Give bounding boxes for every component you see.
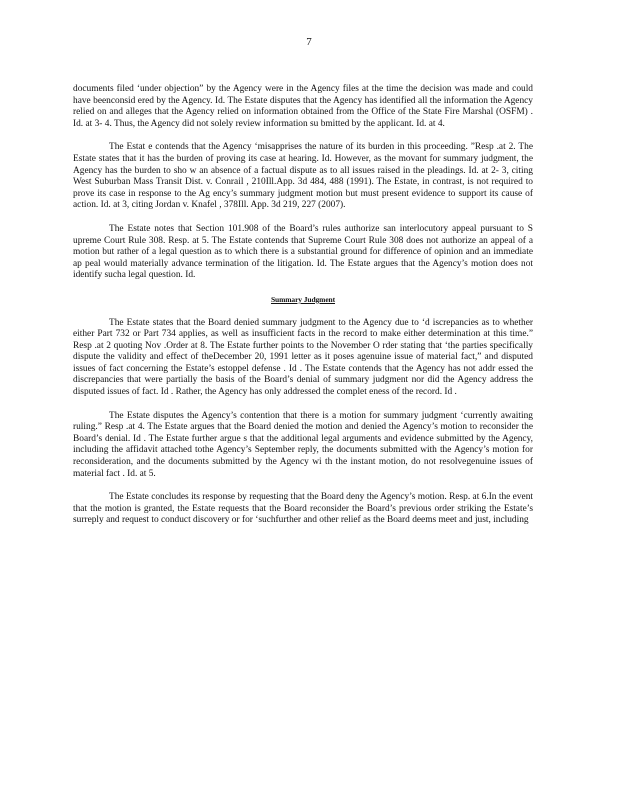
paragraph-2: The Estat e contends that the Agency ‘misapprises the nature of its burden in this proceeding. ”Resp .at 2. The Estate states that it has the burden of proving its case at hearing. Id. However, as the movant for summary judgment, the Agency has the burden to sho w an absence of a factual dispute as to all issues raised in the pleadings. Id. at 2- 3, citing West Suburban Mass Transit Dist. v. Conrail , 210Ill.App. 3d 484, 488 (1991). The Estate, in contrast, is not required to prove its case in response to the Ag ency’s summary judgment motion but must present evidence to support its cause of action. Id. at 3, citing Jordan v. Knafel , 378Ill. App. 3d 219, 227 (2007). xyxy=(73,142,533,211)
section-heading-text: Summary Judgment xyxy=(270,294,336,304)
paragraph-1: documents filed ‘under objection” by the Agency were in the Agency files at the time the decision was made and could have beenconsid ered by the Agency. Id. The Estate disputes that the Agency has identified all the information the Agency relied on and alleges that the Agency relied on information obtained from the Office of the State Fire Marshal (OSFM) . Id. at 3- 4. Thus, the Agency did not solely review information su bmitted by the applicant. Id. at 4. xyxy=(73,84,533,129)
paragraph-5: The Estate disputes the Agency’s contention that there is a motion for summary judgment ‘currently awaiting ruling.” Resp .at 4. The Estate argues that the Board denied the motion and denied the Agency’s motion to reconsider the Board’s denial. Id . The Estate further argue s that the additional legal arguments and evidence submitted by the Agency, including the affidavit attached tothe Agency’s September reply, the documents submitted with the Agency’s motion for reconsideration, and the documents submitted by the Agency wi th the instant motion, do not resolvegenuine issues of material fact . Id. at 5. xyxy=(73,410,533,479)
page-number: 7 xyxy=(306,36,312,48)
document-body xyxy=(73,84,533,539)
paragraph-4: The Estate states that the Board denied summary judgment to the Agency due to ‘d iscrepancies as to whether either Part 732 or Part 734 applies, as well as insufficient facts in the record to make either determination at this time.” Resp .at 2 quoting Nov .Order at 8. The Estate further points to the November O rder stating that ‘the parties specifically dispute the validity and effect of theDecember 20, 1991 letter as it poses agenuine issue of material fact,” and disputed issues of fact concerning the Estate’s estoppel defense . Id . The Estate contends that the Agency has not addr essed the discrepancies that were partially the basis of the Board’s denial of summary judgment nor did the Agency address the disputed issues of fact. Id . Rather, the Agency has only addressed the complet eness of the record. Id . xyxy=(73,317,533,398)
section-heading xyxy=(73,294,533,306)
paragraph-3: The Estate notes that Section 101.908 of the Board’s rules authorize san interlocutory appeal pursuant to S upreme Court Rule 308. Resp. at 5. The Estate contends that Supreme Court Rule 308 does not authorize an appeal of a motion but rather of a legal question as to which there is a substantial ground for difference of opinion and an immediate ap peal would materially advance termination of the litigation. Id. The Estate argues that the Agency’s motion does not identify sucha legal question. Id. xyxy=(73,223,533,281)
paragraph-6: The Estate concludes its response by requesting that the Board deny the Agency’s motion. Resp. at 6.In the event that the motion is granted, the Estate requests that the Board reconsider the Board’s previous order striking the Estate’s surreply and request to conduct discovery or for ‘suchfurther and other relief as the Board deems meet and just, including xyxy=(73,492,533,526)
